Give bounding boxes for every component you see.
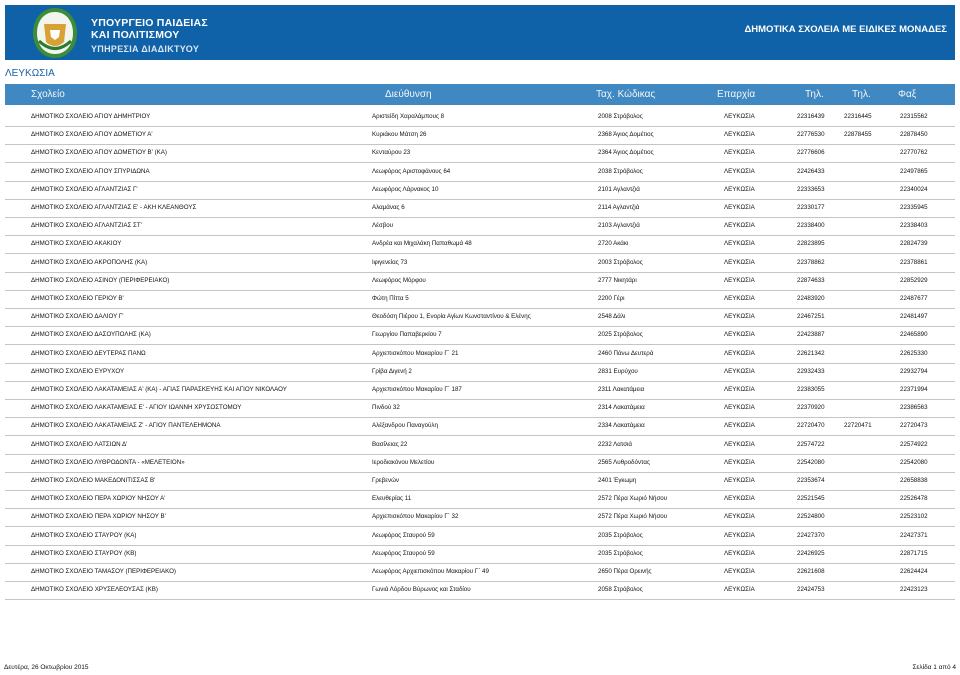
cell-tel1: 22776530 [797,131,825,139]
cell-address: Αρχιεπισκόπου Μακαρίου Γ΄ 21 [372,349,459,357]
cell-tel1: 22823895 [797,240,825,248]
column-header-school: Σχολείο [31,89,65,100]
cell-fax: 22824739 [900,240,928,248]
cell-address: Αλαμάνας 6 [372,204,405,211]
cell-postcode: 2334 Λακατάμεια [598,422,645,430]
cell-postcode: 2025 Στρόβολος [598,331,643,339]
cell-tel1: 22426925 [797,549,825,557]
cell-province: ΛΕΥΚΩΣΙΑ [724,531,755,539]
cell-tel1: 22426433 [797,167,825,175]
table-row [5,417,955,436]
document-title: ΔΗΜΟΤΙΚΑ ΣΧΟΛΕΙΑ ΜΕ ΕΙΔΙΚΕΣ ΜΟΝΑΔΕΣ [744,24,947,35]
cell-address: Ιφιγενείας 73 [372,258,408,266]
cell-school-name: ΔΗΜΟΤΙΚΟ ΣΧΟΛΕΙΟ ΑΓΙΟΥ ΔΟΜΕΤΙΟΥ Β' (ΚΑ) [31,149,167,157]
cell-tel1: 22483920 [797,295,825,302]
cell-address: Γρίβα Διγενή 2 [372,367,412,375]
cell-school-name: ΔΗΜΟΤΙΚΟ ΣΧΟΛΕΙΟ ΣΤΑΥΡΟΥ (ΚΑ) [31,531,137,539]
cell-fax: 22315562 [900,113,928,120]
cell-tel1: 22621608 [797,568,825,575]
cell-province: ΛΕΥΚΩΣΙΑ [724,295,755,302]
cell-address: Βασίλειας 22 [372,440,408,448]
cell-address: Θεοδόση Πιέρου 1, Ενορία Αγίων Κωνσταντίνου & Ελένης [372,313,531,321]
cell-address: Λέσβου [372,222,394,230]
table-row [5,399,955,418]
cell-province: ΛΕΥΚΩΣΙΑ [724,149,755,157]
table-row [5,581,955,600]
cell-tel1: 22383055 [797,386,825,393]
column-header-postcode: Ταχ. Κώδικας [596,89,656,100]
ministry-subtitle: ΚΑΙ ΠΟΛΙΤΙΣΜΟΥ [91,29,180,41]
cell-school-name: ΔΗΜΟΤΙΚΟ ΣΧΟΛΕΙΟ ΠΕΡΑ ΧΩΡΙΟΥ ΝΗΣΟΥ Α' [31,495,166,503]
cell-fax: 22574922 [900,440,928,448]
cell-tel1: 22424753 [797,586,825,594]
footer-page-number: Σελίδα 1 από 4 [912,664,956,671]
cell-fax: 22338403 [900,222,928,230]
table-row [5,254,955,273]
cell-tel1: 22874633 [797,276,825,284]
cell-school-name: ΔΗΜΟΤΙΚΟ ΣΧΟΛΕΙΟ ΔΕΥΤΕΡΑΣ ΠΑΝΩ [31,349,146,357]
cell-province: ΛΕΥΚΩΣΙΑ [724,367,755,375]
cell-fax: 22852929 [900,276,928,284]
cell-fax: 22481497 [900,313,928,321]
cell-address: Αριστείδη Χαραλάμπους 8 [372,113,445,120]
column-header-province: Επαρχία [717,89,756,100]
table-row [5,144,955,163]
table-row [5,563,955,582]
cell-school-name: ΔΗΜΟΤΙΚΟ ΣΧΟΛΕΙΟ ΜΑΚΕΔΟΝΙΤΙΣΣΑΣ Β' [31,477,156,484]
cell-postcode: 2777 Νικητάρι [598,276,637,284]
table-row [5,181,955,200]
cyprus-coat-of-arms-icon [30,6,80,60]
cell-tel1: 22621342 [797,349,825,357]
column-header-tel2: Τηλ. [852,89,871,100]
cell-fax: 22871715 [900,549,928,557]
cell-tel1: 22427370 [797,531,825,539]
cell-province: ΛΕΥΚΩΣΙΑ [724,131,755,139]
cell-school-name: ΔΗΜΟΤΙΚΟ ΣΧΟΛΕΙΟ ΑΣΙΝΟΥ (ΠΕΡΙΦΕΡΕΙΑΚΟ) [31,276,170,284]
cell-fax: 22340024 [900,185,928,193]
cell-postcode: 2314 Λακατάμεια [598,404,645,412]
cell-school-name: ΔΗΜΟΤΙΚΟ ΣΧΟΛΕΙΟ ΕΥΡΥΧΟΥ [31,367,125,375]
cell-school-name: ΔΗΜΟΤΙΚΟ ΣΧΟΛΕΙΟ ΓΕΡΙΟΥ Β' [31,295,124,302]
cell-tel1: 22720470 [797,422,825,430]
cell-tel2: 22878455 [844,131,872,139]
table-row [5,363,955,382]
cell-fax: 22523102 [900,513,928,521]
cell-fax: 22386563 [900,404,928,412]
cell-province: ΛΕΥΚΩΣΙΑ [724,313,755,321]
cell-postcode: 2101 Αγλαντζιά [598,185,640,193]
column-header-address: Διεύθυνση [385,89,432,100]
cell-tel1: 22542080 [797,458,825,466]
table-row [5,308,955,327]
cell-fax: 22335945 [900,204,928,211]
cell-address: Πινδού 32 [372,404,400,412]
cell-address: Λεωφόρος Μόρφου [372,276,426,284]
cell-address: Ανδρέα και Μιχαλάκη Παπαθωμά 48 [372,240,472,248]
table-row [5,381,955,400]
cell-postcode: 2401 Έγκωμη [598,477,637,484]
cell-province: ΛΕΥΚΩΣΙΑ [724,240,755,248]
cell-postcode: 2200 Γέρι [598,295,625,302]
cell-address: Λεωφόρος Σταυρού 59 [372,531,435,539]
table-row [5,235,955,254]
cell-fax: 22932794 [900,367,928,375]
cell-postcode: 2548 Δάλι [598,313,626,321]
cell-province: ΛΕΥΚΩΣΙΑ [724,386,755,393]
cell-postcode: 2572 Πέρα Χωριό Νήσου [598,513,668,521]
cell-tel1: 22467251 [797,313,825,321]
cell-address: Γωνιά Λόρδου Βύρωνος και Σταδίου [372,586,471,594]
table-row [5,199,955,218]
table-row [5,108,955,127]
cell-fax: 22487677 [900,295,928,302]
cell-tel2: 22316445 [844,113,872,120]
table-header [5,84,955,105]
cell-school-name: ΔΗΜΟΤΙΚΟ ΣΧΟΛΕΙΟ ΛΑΤΣΙΩΝ Δ' [31,440,128,448]
cell-postcode: 2368 Άγιος Δομέτιος [598,131,654,139]
cell-tel1: 22378862 [797,258,825,266]
table-row [5,345,955,364]
cell-tel1: 22521545 [797,495,825,503]
cell-tel1: 22776606 [797,149,825,157]
table-row [5,272,955,291]
cell-school-name: ΔΗΜΟΤΙΚΟ ΣΧΟΛΕΙΟ ΑΓΙΟΥ ΣΠΥΡΙΔΩΝΑ [31,167,150,175]
cell-school-name: ΔΗΜΟΤΙΚΟ ΣΧΟΛΕΙΟ ΛΑΚΑΤΑΜΕΙΑΣ Ε' - ΑΓΙΟΥ ΙΩΑΝΝΗ ΧΡΥΣΟΣΤΟΜΟΥ [31,404,242,412]
table-row [5,490,955,509]
cell-postcode: 2103 Αγλαντζιά [598,222,640,230]
cell-province: ΛΕΥΚΩΣΙΑ [724,440,755,448]
cell-address: Γρεβενών [372,477,400,484]
cell-school-name: ΔΗΜΟΤΙΚΟ ΣΧΟΛΕΙΟ ΛΑΚΑΤΑΜΕΙΑΣ Α' (ΚΑ) - ΑΓΙΑΣ ΠΑΡΑΣΚΕΥΗΣ ΚΑΙ ΑΓΙΟΥ ΝΙΚΟΛΑΟΥ [31,386,287,393]
header-banner [5,5,955,60]
cell-school-name: ΔΗΜΟΤΙΚΟ ΣΧΟΛΕΙΟ ΧΡΥΣΕΛΕΟΥΣΑΣ (ΚΒ) [31,586,158,594]
cell-tel1: 22338400 [797,222,825,230]
cell-province: ΛΕΥΚΩΣΙΑ [724,549,755,557]
cell-postcode: 2008 Στρόβολος [598,113,643,120]
table-row [5,545,955,564]
table-row [5,508,955,527]
cell-postcode: 2035 Στρόβολος [598,531,643,539]
cell-address: Αρχιεπισκόπου Μακαρίου Γ΄ 187 [372,386,462,393]
cell-school-name: ΔΗΜΟΤΙΚΟ ΣΧΟΛΕΙΟ ΔΑΣΟΥΠΟΛΗΣ (ΚΑ) [31,331,151,339]
cell-postcode: 2565 Λυθροδόντας [598,458,650,466]
cell-address: Ιεροδιακόνου Μελετίου [372,458,435,466]
cell-province: ΛΕΥΚΩΣΙΑ [724,222,755,230]
cell-province: ΛΕΥΚΩΣΙΑ [724,204,755,211]
cell-school-name: ΔΗΜΟΤΙΚΟ ΣΧΟΛΕΙΟ ΑΓΛΑΝΤΖΙΑΣ ΣΤ' [31,222,142,230]
cell-fax: 22878450 [900,131,928,139]
table-row [5,454,955,473]
cell-school-name: ΔΗΜΟΤΙΚΟ ΣΧΟΛΕΙΟ ΑΚΑΚΙΟΥ [31,240,122,248]
cell-school-name: ΔΗΜΟΤΙΚΟ ΣΧΟΛΕΙΟ ΑΓΛΑΝΤΖΙΑΣ Ε' - ΑΚΗ ΚΛΕΑΝΘΟΥΣ [31,204,197,211]
cell-province: ΛΕΥΚΩΣΙΑ [724,513,755,521]
footer-date: Δευτέρα, 26 Οκτωβρίου 2015 [4,664,89,671]
cell-fax: 22423123 [900,586,928,594]
cell-province: ΛΕΥΚΩΣΙΑ [724,113,755,120]
cell-school-name: ΔΗΜΟΤΙΚΟ ΣΧΟΛΕΙΟ ΑΓΛΑΝΤΖΙΑΣ Γ' [31,185,138,193]
cell-postcode: 2058 Στρόβολος [598,586,643,594]
cell-fax: 22720473 [900,422,928,430]
cell-fax: 22465890 [900,331,928,339]
cell-postcode: 2460 Πάνω Δευτερά [598,349,654,357]
cell-province: ΛΕΥΚΩΣΙΑ [724,331,755,339]
cell-fax: 22658838 [900,477,928,484]
cell-tel1: 22574722 [797,440,825,448]
table-row [5,527,955,546]
cell-postcode: 2572 Πέρα Χωριό Νήσου [598,495,668,503]
cell-postcode: 2003 Στρόβολος [598,258,643,266]
column-header-tel1: Τηλ. [805,89,824,100]
cell-address: Γεωργίου Παπαβερκίου 7 [372,331,442,339]
cell-tel1: 22316439 [797,113,825,120]
column-header-fax: Φαξ [898,89,917,100]
table-row [5,126,955,145]
cell-fax: 22542080 [900,458,928,466]
ministry-title: ΥΠΟΥΡΓΕΙΟ ΠΑΙΔΕΙΑΣ [91,17,208,29]
cell-school-name: ΔΗΜΟΤΙΚΟ ΣΧΟΛΕΙΟ ΤΑΜΑΣΟΥ (ΠΕΡΙΦΕΡΕΙΑΚΟ) [31,568,176,575]
cell-school-name: ΔΗΜΟΤΙΚΟ ΣΧΟΛΕΙΟ ΑΓΙΟΥ ΔΟΜΕΤΙΟΥ Α' [31,131,153,139]
cell-postcode: 2038 Στρόβολος [598,167,643,175]
cell-school-name: ΔΗΜΟΤΙΚΟ ΣΧΟΛΕΙΟ ΛΥΘΡΟΔΟΝΤΑ - «ΜΕΛΕΤΕΙΟΝ» [31,458,185,466]
cell-tel1: 22370920 [797,404,825,412]
table-row [5,217,955,236]
service-title: ΥΠΗΡΕΣΙΑ ΔΙΑΔΙΚΤΥΟΥ [91,44,200,54]
cell-school-name: ΔΗΜΟΤΙΚΟ ΣΧΟΛΕΙΟ ΣΤΑΥΡΟΥ (ΚΒ) [31,549,137,557]
cell-fax: 22371994 [900,386,928,393]
cell-school-name: ΔΗΜΟΤΙΚΟ ΣΧΟΛΕΙΟ ΛΑΚΑΤΑΜΕΙΑΣ Ζ' - ΑΓΙΟΥ ΠΑΝΤΕΛΕΗΜΟΝΑ [31,422,221,430]
cell-postcode: 2311 Λακατάμεια [598,386,645,393]
cell-province: ΛΕΥΚΩΣΙΑ [724,404,755,412]
cell-fax: 22526478 [900,495,928,503]
cell-address: Φώτη Πίττα 5 [372,295,409,302]
cell-school-name: ΔΗΜΟΤΙΚΟ ΣΧΟΛΕΙΟ ΑΓΙΟΥ ΔΗΜΗΤΡΙΟΥ [31,113,151,120]
table-row [5,472,955,491]
cell-tel1: 22932433 [797,367,825,375]
cell-fax: 22427371 [900,531,928,539]
cell-address: Λεωφόρος Αρχιεπισκόπου Μακαρίου Γ΄ 49 [372,568,489,575]
cell-address: Λεωφόρος Σταυρού 59 [372,549,435,557]
cell-province: ΛΕΥΚΩΣΙΑ [724,349,755,357]
cell-school-name: ΔΗΜΟΤΙΚΟ ΣΧΟΛΕΙΟ ΔΑΛΙΟΥ Γ' [31,313,124,321]
cell-school-name: ΔΗΜΟΤΙΚΟ ΣΧΟΛΕΙΟ ΑΚΡΟΠΟΛΗΣ (ΚΑ) [31,258,148,266]
cell-tel2: 22720471 [844,422,872,430]
cell-fax: 22378861 [900,258,928,266]
cell-province: ΛΕΥΚΩΣΙΑ [724,477,755,484]
cell-tel1: 22353674 [797,477,825,484]
cell-postcode: 2035 Στρόβολος [598,549,643,557]
cell-fax: 22624424 [900,568,928,575]
cell-fax: 22625330 [900,349,928,357]
cell-address: Κενταύρου 23 [372,149,411,157]
cell-tel1: 22423887 [797,331,825,339]
cell-province: ΛΕΥΚΩΣΙΑ [724,258,755,266]
cell-school-name: ΔΗΜΟΤΙΚΟ ΣΧΟΛΕΙΟ ΠΕΡΑ ΧΩΡΙΟΥ ΝΗΣΟΥ Β' [31,513,166,521]
district-heading: ΛΕΥΚΩΣΙΑ [5,68,55,79]
cell-address: Λεωφόρος Αριστοφάνους 64 [372,167,451,175]
cell-address: Αρχιεπισκόπου Μακαρίου Γ΄ 32 [372,513,459,521]
table-row [5,163,955,182]
cell-fax: 22770762 [900,149,928,157]
table-row [5,436,955,455]
cell-address: Ελευθερίας 11 [372,495,412,503]
cell-address: Λεωφόρος Λάρνακος 10 [372,185,439,193]
cell-province: ΛΕΥΚΩΣΙΑ [724,276,755,284]
cell-postcode: 2720 Ακάκι [598,240,629,248]
cell-province: ΛΕΥΚΩΣΙΑ [724,185,755,193]
cell-tel1: 22330177 [797,204,825,211]
cell-tel1: 22333653 [797,185,825,193]
table-row [5,290,955,309]
cell-province: ΛΕΥΚΩΣΙΑ [724,568,755,575]
cell-province: ΛΕΥΚΩΣΙΑ [724,495,755,503]
cell-postcode: 2831 Ευρύχου [598,367,638,375]
cell-province: ΛΕΥΚΩΣΙΑ [724,422,755,430]
cell-province: ΛΕΥΚΩΣΙΑ [724,458,755,466]
cell-tel1: 22524800 [797,513,825,521]
cell-fax: 22497865 [900,167,928,175]
cell-postcode: 2232 Λατσιά [598,440,632,448]
cell-postcode: 2650 Πέρα Ορεινής [598,568,652,575]
cell-postcode: 2364 Άγιος Δομέτιος [598,149,654,157]
cell-postcode: 2114 Αγλαντζιά [598,204,640,211]
table-row [5,326,955,345]
cell-address: Αλέξανδρου Παναγούλη [372,422,438,430]
cell-province: ΛΕΥΚΩΣΙΑ [724,586,755,594]
cell-address: Κυριάκου Μάτση 26 [372,131,427,139]
cell-province: ΛΕΥΚΩΣΙΑ [724,167,755,175]
